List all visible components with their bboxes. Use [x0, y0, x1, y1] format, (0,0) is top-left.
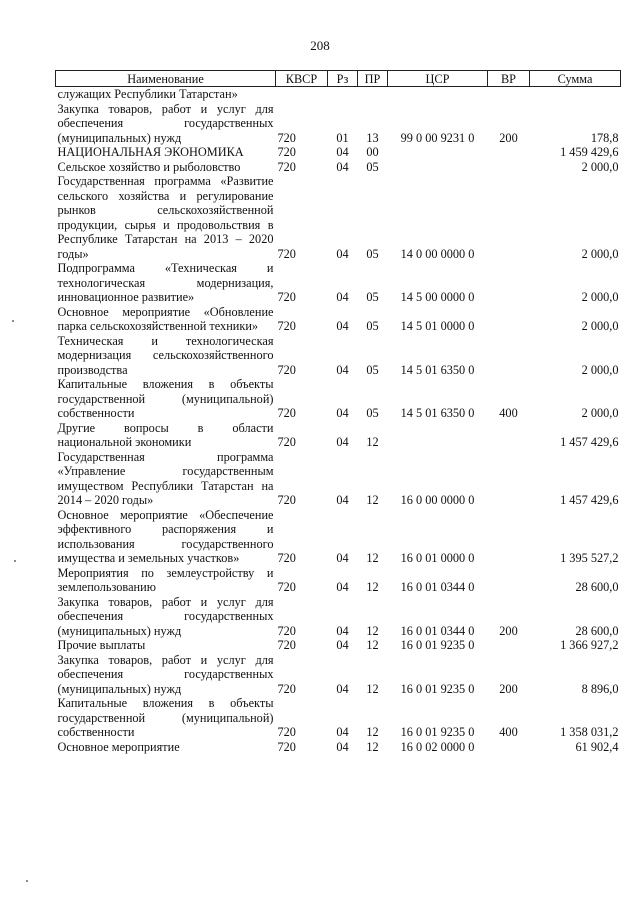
cell-rz: 04: [336, 725, 349, 739]
cell-rz: 04: [336, 159, 349, 174]
cell-kvsr: 720: [277, 739, 296, 754]
cell-kvsr: [276, 87, 328, 102]
header-kvsr: КВСР: [276, 71, 328, 87]
cell-name: Капитальные вложения в объекты государственной (муниципальной) собственности: [57, 377, 274, 420]
cell-vr: 400: [499, 406, 518, 420]
cell-rz: 04: [336, 493, 349, 507]
cell-sum: 2 000,0: [581, 246, 619, 261]
cell-kvsr: 720: [277, 145, 296, 159]
cell-pr: 05: [366, 406, 379, 420]
cell-name: Закупка товаров, работ и услуг для обеспечения государственных (муниципальных) нужд: [57, 652, 274, 696]
cell-vr: 200: [499, 130, 518, 145]
cell-vr: 200: [499, 623, 518, 638]
cell-kvsr: 720: [277, 580, 296, 594]
cell-kvsr: 720: [277, 681, 296, 696]
cell-name: Основное мероприятие «Обновление парка сельскохозяйственной техники»: [57, 304, 274, 333]
cell-rz: 04: [336, 406, 349, 420]
table-row: [56, 305, 621, 334]
cell-csr: 14 0 00 0000 0: [400, 246, 475, 261]
table-row: [56, 653, 621, 697]
cell-kvsr: 720: [277, 290, 296, 304]
cell-kvsr: 720: [277, 551, 296, 565]
cell-vr: [488, 638, 530, 653]
cell-pr: 13: [366, 130, 379, 145]
cell-sum: 2 000,0: [581, 406, 619, 420]
table-row: [56, 450, 621, 508]
cell-name: Сельское хозяйство и рыболовство: [57, 159, 241, 174]
table-row: [56, 174, 621, 261]
table-row: [56, 696, 621, 740]
cell-sum: 1 457 429,6: [560, 435, 619, 449]
cell-rz: 04: [336, 551, 349, 565]
header-name: Наименование: [56, 71, 276, 87]
cell-vr: [488, 160, 530, 175]
cell-sum: 28 600,0: [575, 580, 619, 594]
cell-pr: 12: [366, 638, 379, 652]
cell-name: Закупка товаров, работ и услуг для обеспечения государственных (муниципальных) нужд: [57, 594, 274, 638]
scan-speck: [26, 880, 28, 882]
table-row: [56, 566, 621, 595]
cell-name: Основное мероприятие: [57, 739, 180, 754]
cell-name: Мероприятия по землеустройству и землепользованию: [57, 565, 274, 594]
cell-name: Подпрограмма «Техническая и технологическая модернизация, инновационное развитие»: [57, 261, 274, 304]
cell-sum: 2 000,0: [581, 159, 619, 174]
cell-vr: [488, 305, 530, 334]
header-sum: Сумма: [530, 71, 621, 87]
cell-pr: 12: [366, 739, 379, 754]
cell-sum: 2 000,0: [581, 290, 619, 304]
cell-pr: 12: [366, 725, 379, 739]
cell-kvsr: 720: [277, 319, 296, 333]
cell-sum: 28 600,0: [575, 623, 619, 638]
scan-speck: [12, 320, 14, 322]
cell-sum: 178,8: [590, 130, 619, 145]
cell-name: Другие вопросы в области национальной экономики: [57, 420, 274, 449]
cell-vr: 400: [499, 725, 518, 739]
cell-csr: 16 0 01 9235 0: [400, 681, 475, 696]
header-vr: ВР: [488, 71, 530, 87]
table-body: [56, 87, 621, 755]
cell-name: Основное мероприятие «Обеспечение эффективного распоряжения и использования государственного имущества и земельных участков»: [57, 507, 274, 565]
cell-kvsr: 720: [277, 246, 296, 261]
scan-speck: [14, 560, 16, 562]
table-row: [56, 595, 621, 639]
table-header-row: [56, 71, 621, 87]
cell-rz: 01: [336, 130, 349, 145]
cell-name: Закупка товаров, работ и услуг для обеспечения государственных (муниципальных) нужд: [57, 101, 274, 145]
cell-sum: 61 902,4: [575, 739, 619, 754]
budget-table: [55, 70, 621, 754]
table-row: [56, 377, 621, 421]
cell-pr: 05: [366, 319, 379, 333]
cell-rz: 04: [336, 246, 349, 261]
table-row: [56, 421, 621, 450]
cell-rz: 04: [336, 145, 349, 159]
cell-csr: 16 0 01 9235 0: [400, 725, 475, 739]
cell-sum: [530, 87, 621, 102]
table-row: [56, 740, 621, 755]
table-row: [56, 261, 621, 305]
cell-kvsr: 720: [277, 623, 296, 638]
cell-sum: 2 000,0: [581, 319, 619, 333]
table-row: [56, 160, 621, 175]
cell-pr: 12: [366, 435, 379, 449]
cell-vr: [488, 174, 530, 261]
cell-vr: [488, 145, 530, 160]
cell-kvsr: 720: [277, 435, 296, 449]
cell-csr: 99 0 00 9231 0: [400, 130, 475, 145]
cell-csr: 16 0 01 0000 0: [400, 551, 475, 565]
cell-csr: 14 5 01 6350 0: [400, 362, 475, 377]
cell-rz: 04: [336, 290, 349, 304]
cell-vr: [488, 87, 530, 102]
cell-pr: 12: [366, 493, 379, 507]
header-pr: ПР: [358, 71, 388, 87]
cell-vr: [488, 334, 530, 378]
cell-csr: 16 0 02 0000 0: [400, 739, 475, 754]
cell-vr: [488, 261, 530, 305]
cell-csr: 16 0 00 0000 0: [400, 493, 475, 507]
cell-kvsr: 720: [277, 130, 296, 145]
cell-csr: 14 5 01 0000 0: [400, 319, 475, 333]
cell-csr: 14 5 01 6350 0: [400, 406, 475, 420]
cell-rz: 04: [336, 623, 349, 638]
cell-rz: 04: [336, 435, 349, 449]
cell-vr: 200: [499, 681, 518, 696]
cell-name: служащих Республики Татарстан»: [57, 87, 238, 101]
cell-sum: 1 358 031,2: [560, 725, 619, 739]
cell-csr: [388, 87, 488, 102]
cell-sum: 8 896,0: [581, 681, 619, 696]
cell-pr: 12: [366, 551, 379, 565]
cell-kvsr: 720: [277, 638, 296, 652]
cell-vr: [488, 566, 530, 595]
table-row: [56, 638, 621, 653]
cell-kvsr: 720: [277, 493, 296, 507]
table-row: [56, 87, 621, 102]
cell-csr: 14 5 00 0000 0: [400, 290, 475, 304]
cell-csr: 16 0 01 0344 0: [400, 623, 475, 638]
table-row: [56, 102, 621, 146]
cell-rz: 04: [336, 580, 349, 594]
cell-rz: 04: [336, 681, 349, 696]
cell-pr: 00: [366, 145, 379, 159]
cell-kvsr: 720: [277, 406, 296, 420]
cell-sum: 1 395 527,2: [560, 551, 619, 565]
cell-rz: 04: [336, 362, 349, 377]
cell-vr: [488, 421, 530, 450]
cell-sum: 1 457 429,6: [560, 493, 619, 507]
cell-csr: 16 0 01 0344 0: [400, 580, 475, 594]
table-row: [56, 508, 621, 566]
cell-rz: [328, 87, 358, 102]
cell-csr: 16 0 01 9235 0: [400, 638, 475, 652]
cell-name: НАЦИОНАЛЬНАЯ ЭКОНОМИКА: [57, 145, 244, 159]
cell-rz: 04: [336, 319, 349, 333]
cell-sum: 1 366 927,2: [560, 638, 619, 652]
page-number: 208: [310, 38, 330, 53]
cell-csr: [388, 421, 488, 450]
cell-pr: 05: [366, 246, 379, 261]
cell-vr: [488, 740, 530, 755]
cell-rz: 04: [336, 638, 349, 652]
cell-kvsr: 720: [277, 362, 296, 377]
cell-pr: 05: [366, 362, 379, 377]
cell-vr: [488, 450, 530, 508]
cell-name: Капитальные вложения в объекты государственной (муниципальной) собственности: [57, 696, 274, 739]
table-row: [56, 145, 621, 160]
cell-sum: 1 459 429,6: [560, 145, 619, 159]
cell-sum: 2 000,0: [581, 362, 619, 377]
cell-vr: [488, 508, 530, 566]
cell-name: Техническая и технологическая модернизация сельскохозяйственного производства: [57, 333, 274, 377]
cell-pr: 12: [366, 681, 379, 696]
cell-rz: 04: [336, 739, 349, 754]
cell-pr: [358, 87, 388, 102]
cell-pr: 12: [366, 580, 379, 594]
cell-name: Государственная программа «Управление государственным имуществом Республики Татарстан на 2014 – 2020 годы»: [57, 449, 274, 507]
cell-name: Прочие выплаты: [57, 638, 146, 652]
cell-pr: 05: [366, 290, 379, 304]
cell-name: Государственная программа «Развитие сельского хозяйства и регулирование рынков сельскохозяйственной продукции, сырья и продовольствия в Республике Татарстан на 2013 – 2020 годы»: [57, 174, 274, 261]
cell-kvsr: 720: [277, 159, 296, 174]
cell-pr: 05: [366, 159, 379, 174]
header-rz: Рз: [328, 71, 358, 87]
cell-pr: 12: [366, 623, 379, 638]
cell-csr: [388, 145, 488, 160]
cell-csr: [388, 160, 488, 175]
cell-kvsr: 720: [277, 725, 296, 739]
header-csr: ЦСР: [388, 71, 488, 87]
table-row: [56, 334, 621, 378]
